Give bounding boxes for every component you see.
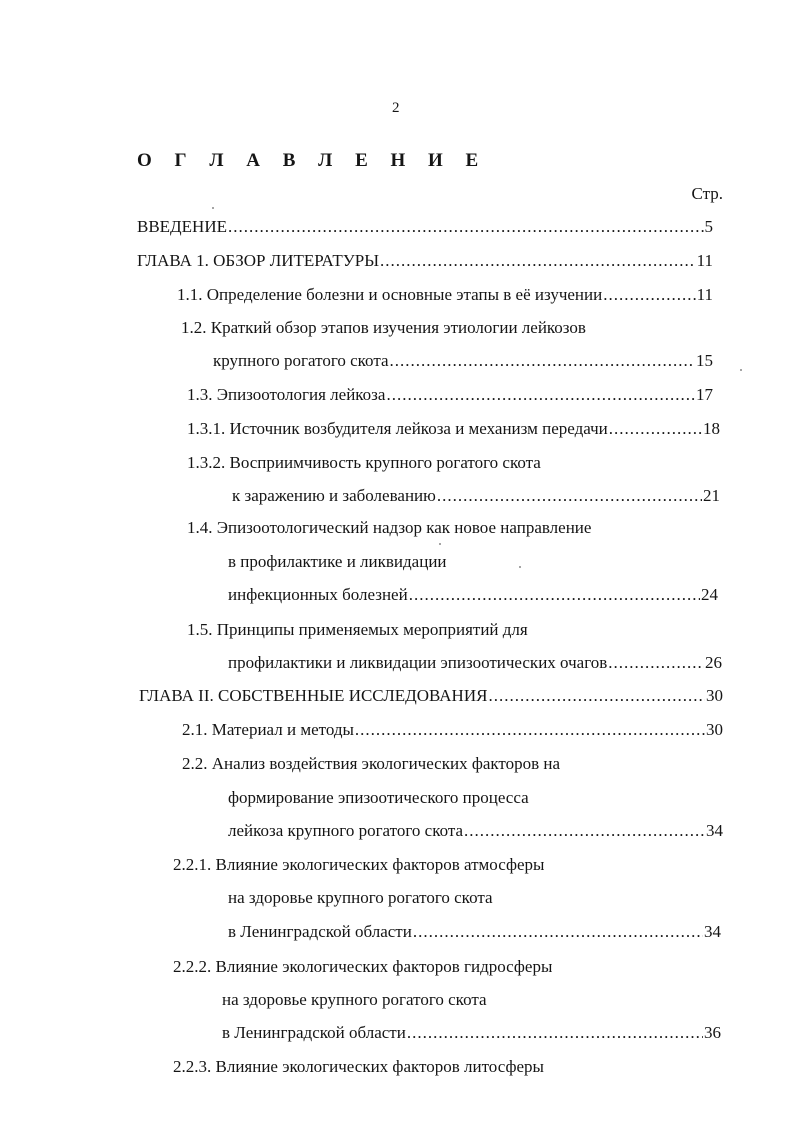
toc-entry-text: в профилактике и ликвидации [228, 552, 447, 571]
toc-leader-dots [407, 1023, 703, 1043]
toc-leader-dots [437, 486, 702, 506]
toc-entry-text: 1.3.1. Источник возбудителя лейкоза и механизм передачи [187, 419, 608, 438]
toc-entry [139, 686, 723, 706]
toc-entry-text: 2.2.1. Влияние экологических факторов атмосферы [173, 855, 545, 874]
toc-leader-dots [464, 821, 705, 841]
toc-entry [228, 585, 718, 605]
toc-entry-page: 24 [701, 585, 718, 604]
toc-entry-text: лейкоза крупного рогатого скота [228, 821, 464, 840]
toc-entry-text: к заражению и заболеванию [232, 486, 436, 505]
toc-entry-text: ВВЕДЕНИЕ [137, 217, 227, 236]
toc-entry [222, 1023, 721, 1043]
toc-entry-text: 2.2.2. Влияние экологических факторов гидросферы [173, 957, 553, 976]
toc-entry [187, 419, 720, 439]
toc-entry-text: 1.3. Эпизоотология лейкоза [187, 385, 386, 404]
toc-entry-text: ГЛАВА II. СОБСТВЕННЫЕ ИССЛЕДОВАНИЯ [139, 686, 488, 705]
toc-entry-text: крупного рогатого скота [213, 351, 389, 370]
toc-entry-text: в Ленинградской области [228, 922, 412, 941]
toc-entry [228, 922, 721, 942]
toc-entry-page: 11 [696, 285, 713, 304]
toc-entry-text: 1.2. Краткий обзор этапов изучения этиологии лейкозов [181, 318, 586, 337]
toc-entry-text: инфекционных болезней [228, 585, 408, 604]
page-number: 2 [392, 100, 400, 116]
toc-entry-text: 1.4. Эпизоотологический надзор как новое направление [187, 518, 592, 537]
toc-leader-dots [355, 720, 705, 740]
toc-entry-text: 1.5. Принципы применяемых мероприятий для [187, 620, 528, 639]
toc-entry-text: 2.1. Материал и методы [182, 720, 354, 739]
toc-entry [137, 217, 713, 237]
toc-entry-page: 34 [706, 821, 723, 840]
toc-leader-dots [380, 251, 696, 271]
page-title: О Г Л А В Л Е Н И Е [137, 150, 488, 171]
toc-entry [228, 821, 723, 841]
toc-entry-text: ГЛАВА 1. ОБЗОР ЛИТЕРАТУРЫ [137, 251, 380, 270]
page-column-label: Стр. [691, 184, 723, 203]
toc-leader-dots [228, 217, 704, 237]
toc-leader-dots [609, 419, 702, 439]
toc-entry-page: 26 [705, 653, 722, 672]
toc-leader-dots [409, 585, 700, 605]
scan-speck [439, 543, 441, 545]
toc-entry-text: 2.2.3. Влияние экологических факторов литосферы [173, 1057, 544, 1076]
toc-entry-page: 34 [704, 922, 721, 941]
toc-entry-page: 17 [696, 385, 713, 404]
toc-entry-text: 2.2. Анализ воздействия экологических факторов на [182, 754, 561, 773]
toc-entry [137, 251, 713, 271]
toc-entry-text: формирование эпизоотического процесса [228, 788, 529, 807]
scan-speck [740, 369, 742, 371]
toc-leader-dots [390, 351, 695, 371]
toc-entry-text: профилактики и ликвидации эпизоотических очагов [228, 653, 608, 672]
toc-entry [232, 486, 720, 506]
toc-leader-dots [386, 385, 695, 405]
toc-leader-dots [608, 653, 704, 673]
toc-entry [187, 385, 713, 405]
toc-entry [182, 720, 723, 740]
toc-entry-text: на здоровье крупного рогатого скота [222, 990, 487, 1009]
toc-entry-page: 30 [706, 686, 723, 705]
toc-entry [228, 653, 722, 673]
toc-entry-page: 15 [696, 351, 713, 370]
scan-speck [519, 566, 521, 568]
scan-speck [212, 207, 214, 209]
toc-entry-page: 5 [704, 217, 713, 236]
toc-entry-page: 18 [703, 419, 720, 438]
toc-entry [213, 351, 713, 371]
toc-entry-page: 36 [704, 1023, 721, 1042]
toc-entry-text: в Ленинградской области [222, 1023, 406, 1042]
toc-entry-text: 1.3.2. Восприимчивость крупного рогатого скота [187, 453, 541, 472]
toc-leader-dots [488, 686, 705, 706]
toc-entry [177, 285, 713, 305]
toc-entry-page: 21 [703, 486, 720, 505]
toc-entry-text: 1.1. Определение болезни и основные этапы в её изучении [177, 285, 603, 304]
toc-leader-dots [603, 285, 695, 305]
toc-entry-text: на здоровье крупного рогатого скота [228, 888, 493, 907]
toc-entry-page: 11 [696, 251, 713, 270]
toc-entry-page: 30 [706, 720, 723, 739]
toc-leader-dots [413, 922, 703, 942]
